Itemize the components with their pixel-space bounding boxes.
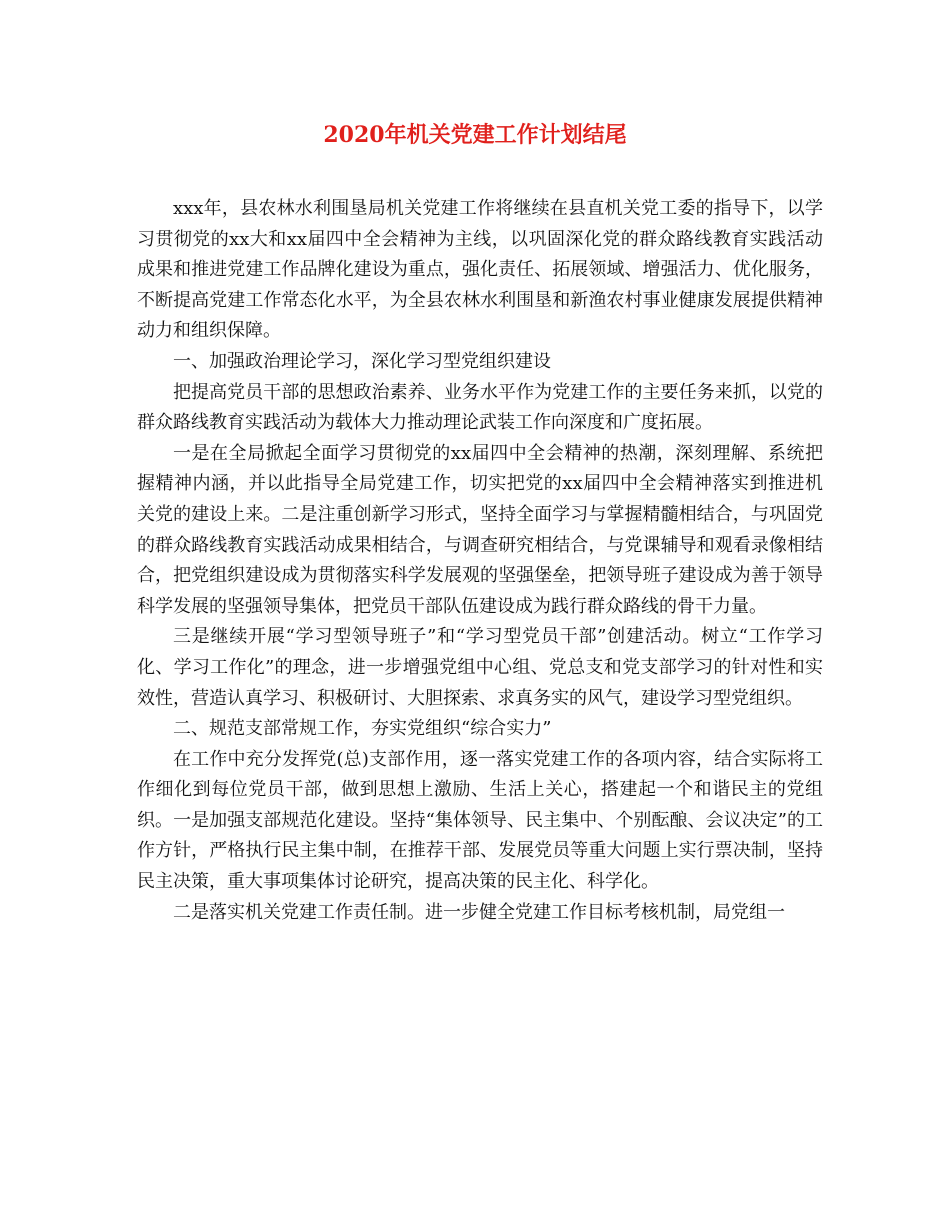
paragraph: 二是落实机关党建工作责任制。进一步健全党建工作目标考核机制，局党组一 [173, 901, 785, 923]
document-title: 2020年机关党建工作计划结尾 [323, 122, 627, 148]
paragraph: 三是继续开展“学习型领导班子”和“学习型党员干部”创建活动。树立“工作学习化、学习工作化”的理念，进一步增强党组中心组、党总支和党支部学习的针对性和实效性，营造认真学习、积极研讨、大胆探索、求真务实的风气，建设学习型党组织。 [137, 626, 823, 709]
section-heading: 一、加强政治理论学习，深化学习型党组织建设 [173, 350, 551, 372]
paragraph: 一是在全局掀起全面学习贯彻党的xx届四中全会精神的热潮，深刻理解、系统把握精神内涵，并以此指导全局党建工作，切实把党的xx届四中全会精神落实到推进机关党的建设上来。二是注重创新学习形式，坚持全面学习与掌握精髓相结合，与巩固党的群众路线教育实践活动成果相结合，与调查研究相结合，与党课辅导和观看录像相结合，把党组织建设成为贯彻落实科学发展观的坚强堡垒，把领导班子建设成为善于领导科学发展的坚强领导集体，把党员干部队伍建设成为践行群众路线的骨干力量。 [137, 442, 823, 617]
paragraph: 在工作中充分发挥党(总)支部作用，逐一落实党建工作的各项内容，结合实际将工作细化到每位党员干部，做到思想上激励、生活上关心，搭建起一个和谐民主的党组织。一是加强支部规范化建设。坚持“集体领导、民主集中、个别酝酿、会议决定”的工作方针，严格执行民主集中制，在推荐干部、发展党员等重大问题上实行票决制，坚持民主决策，重大事项集体讨论研究，提高决策的民主化、科学化。 [137, 748, 823, 893]
paragraph: xxx年，县农林水利围垦局机关党建工作将继续在县直机关党工委的指导下，以学习贯彻党的xx大和xx届四中全会精神为主线，以巩固深化党的群众路线教育实践活动成果和推进党建工作品牌化建设为重点，强化责任、拓展领域、增强活力、优化服务，不断提高党建工作常态化水平，为全县农林水利围垦和新渔农村事业健康发展提供精神动力和组织保障。 [137, 198, 823, 342]
section-heading: 二、规范支部常规工作，夯实党组织“综合实力” [173, 718, 552, 740]
paragraph: 把提高党员干部的思想政治素养、业务水平作为党建工作的主要任务来抓，以党的群众路线教育实践活动为载体大力推动理论武装工作向深度和广度拓展。 [137, 381, 823, 434]
document-body [137, 194, 823, 928]
